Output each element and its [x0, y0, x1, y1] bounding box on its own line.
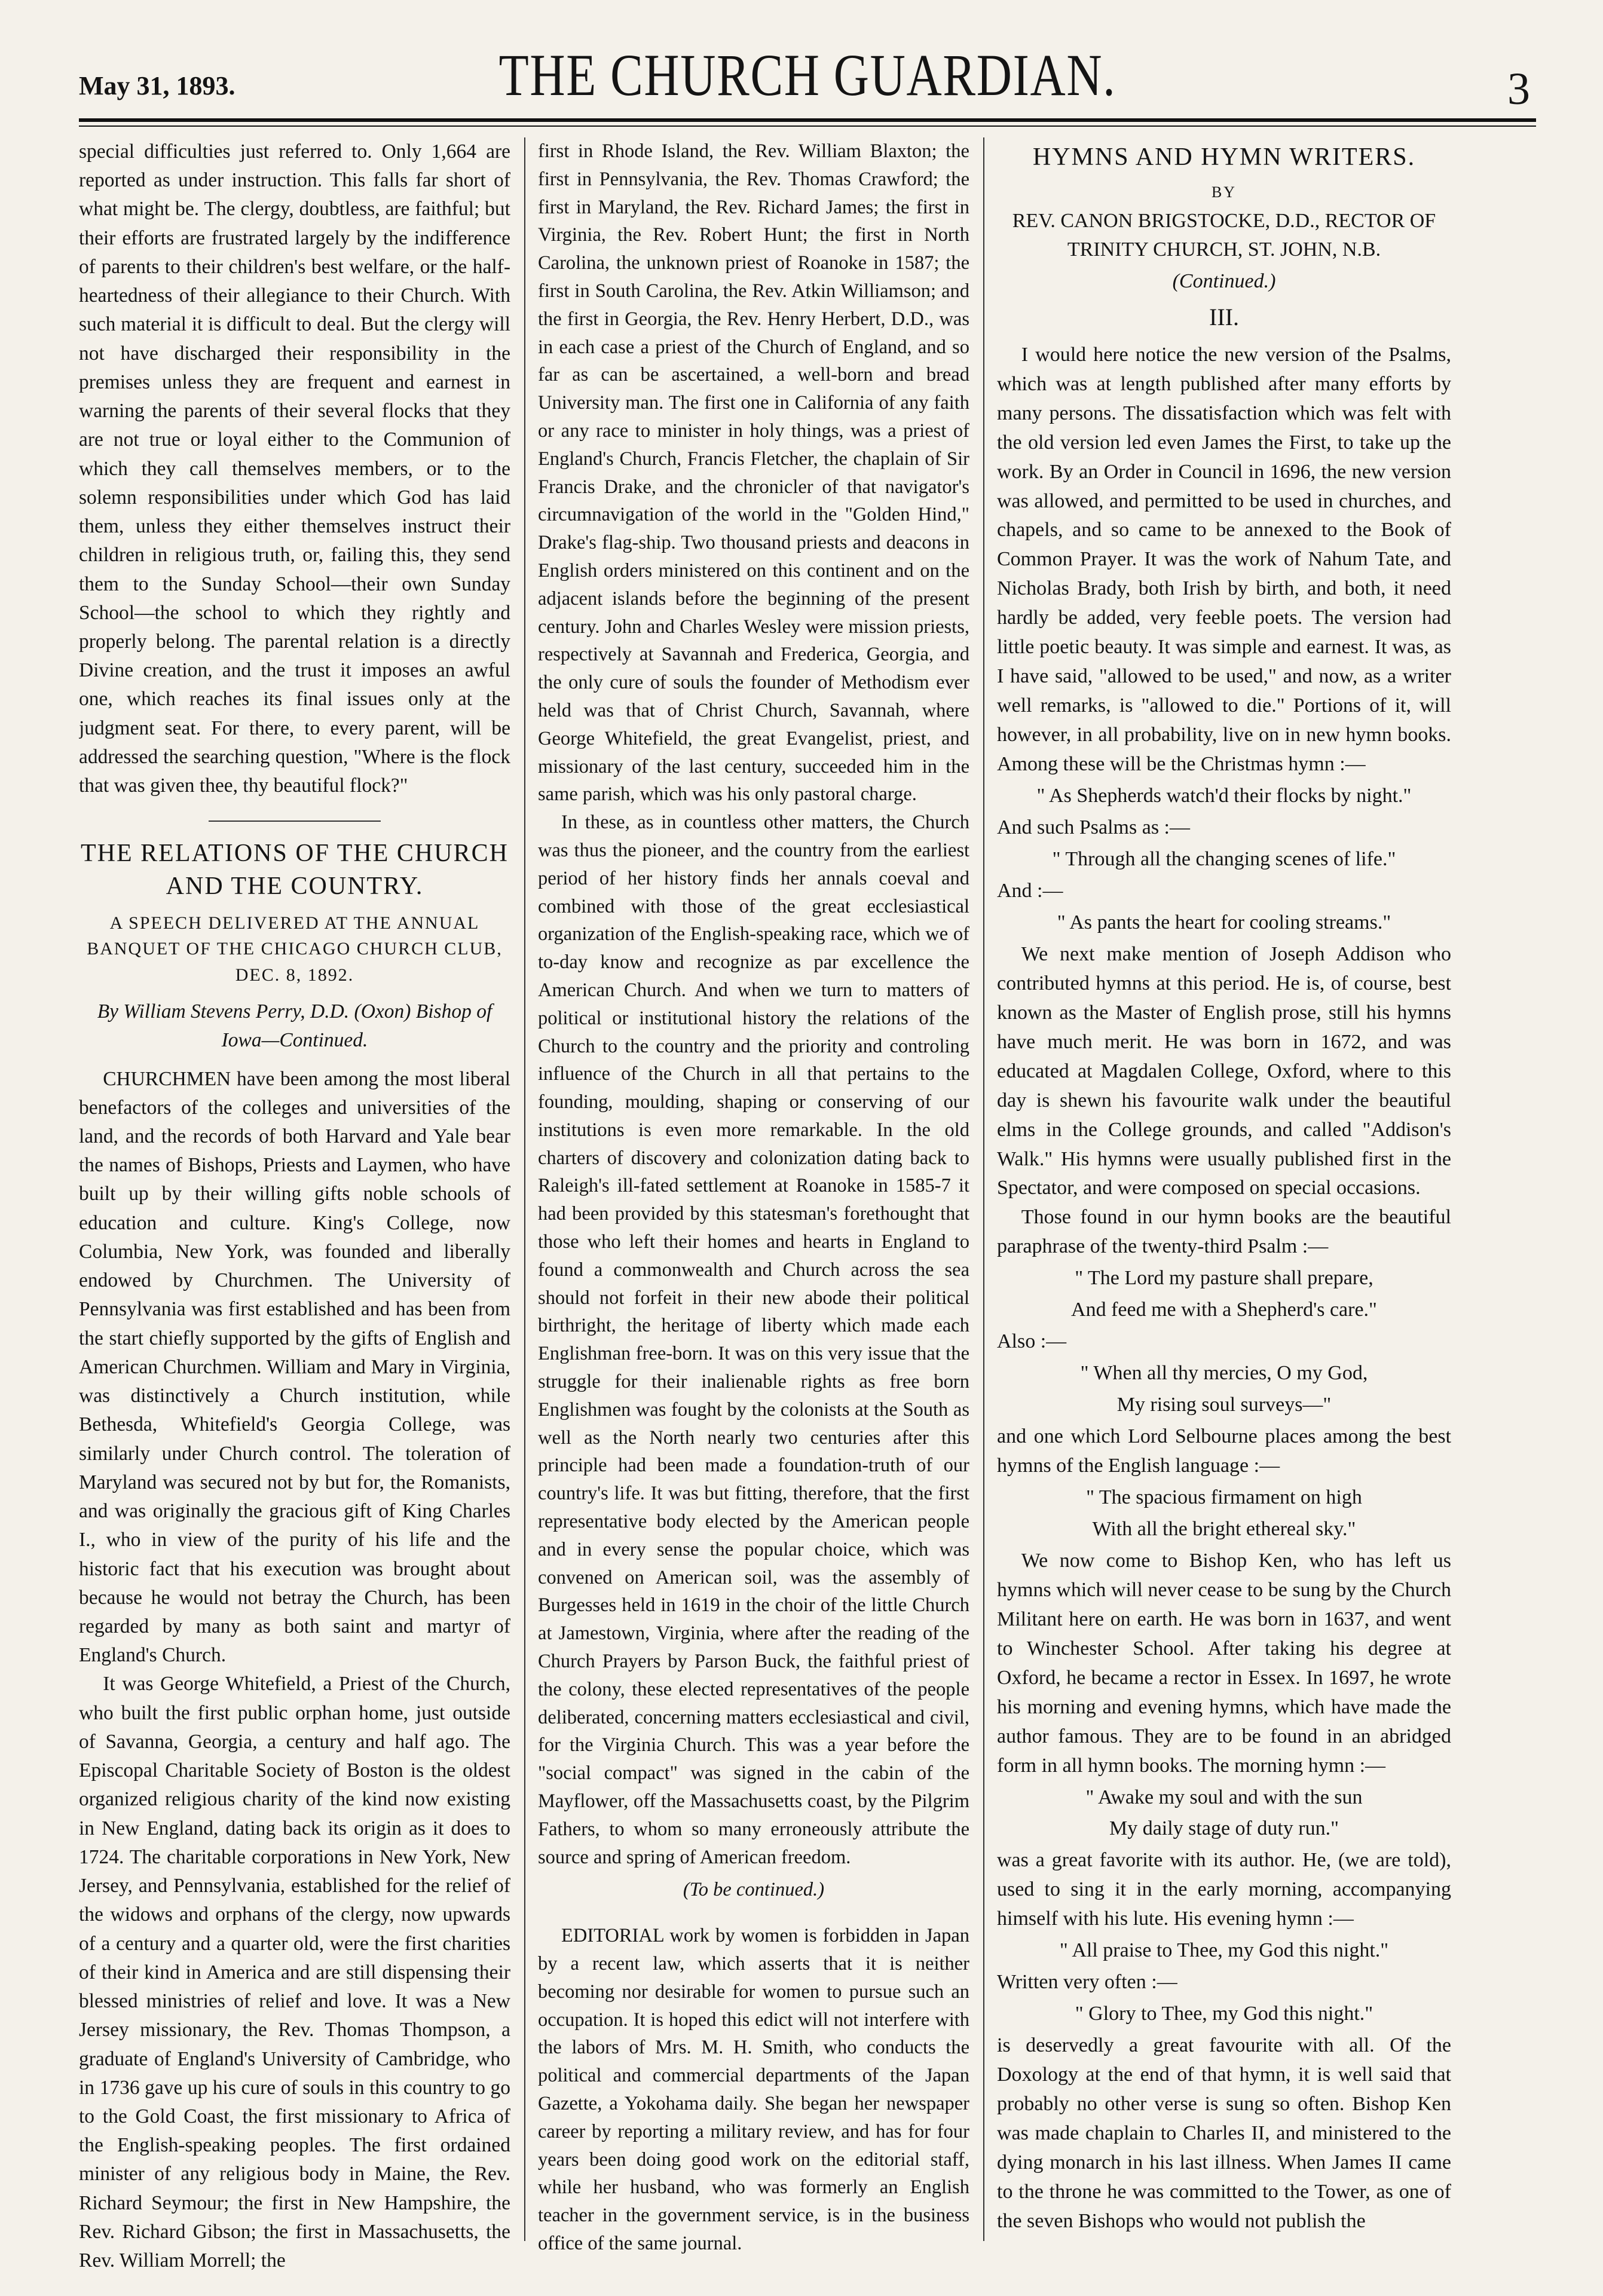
- hymn-verse: " When all thy mercies, O my God,: [1080, 1362, 1368, 1385]
- column-3: [997, 137, 1451, 2277]
- article-byline: By William Stevens Perry, D.D. (Oxon) Bishop of Iowa—Continued.: [97, 1000, 492, 1052]
- article-separator: [209, 821, 381, 822]
- hymn-verse: " As Shepherds watch'd their flocks by night.": [1036, 785, 1412, 807]
- hymn-verse: My rising soul surveys—": [1116, 1394, 1332, 1416]
- hymn-verse: " All praise to Thee, my God this night.": [1059, 1939, 1389, 1962]
- article-paragraph: In these, as in countless other matters, the Church was thus the pioneer, and the country from the earliest period of her history finds her annals coeval and combined with those of the great ecclesiastical organization of the English-speaking race, which we of to-day know and recognize as par excellence the American Church. And when we turn to matters of political or institutional history the relations of the Church to the country and the priority and controling influence of the Church in all that pertains to the founding, moulding, shaping or conserving of our institutions is even more remarkable. In the old charters of discovery and colonization dating back to Raleigh's ill-fated settlement at Roanoke in 1585-7 it had been provided by this statesman's forethought that those who left their homes and hearts in England to found a commonwealth and Church across the sea should not forfeit in their new abode their political birthright, the heritage of liberty which made each Englishman free-born. It was on this very issue that the struggle for their inalienable rights as free born Englishmen was fought by the colonists at the South as well as the North nearly two centuries after this principle had been made a foundation-truth of our country's life. It was but fitting, therefore, that the first representative body elected by the American people and in every sense the popular choice, which was convened on American soil, was the assembly of Burgesses held in 1619 in the choir of the little Church at Jamestown, Virginia, where after the reading of the Church Prayers by Parson Buck, the faithful priest of the colony, these elected representatives of the people deliberated, concerning matters ecclesiastical and civil, for the Virginia Church. This was a year before the "social compact" was signed in the cabin of the Mayflower, off the Massachusetts coast, by the Pilgrim Fathers, to whom so many erroneously attribute the source and spring of American freedom.: [538, 812, 969, 1868]
- article-paragraph: We now come to Bishop Ken, who has left us hymns which will never cease to be sung by the Church Militant here on earth. He was born in 1637, and went to Winchester School. After taking his degree at Oxford, he became a rector in Essex. In 1697, he wrote his morning and evening hymns, which have made the author famous. They are to be found in an abridged form in all hymn books. The morning hymn :—: [997, 1549, 1451, 1777]
- article-heading: THE RELATIONS OF THE CHURCH AND THE COUNTRY.: [81, 840, 509, 900]
- text-line: and one which Lord Selbourne places among the best hymns of the English language :—: [997, 1425, 1451, 1477]
- hymn-verse: " As pants the heart for cooling streams.": [1057, 911, 1391, 933]
- masthead-rule-thick: [79, 118, 1536, 122]
- hymn-verse: " Glory to Thee, my God this night.": [1075, 2003, 1373, 2025]
- hymn-verse: My daily stage of duty run.": [1109, 1817, 1339, 1840]
- by-line-label: BY: [1211, 183, 1237, 201]
- article-subheading: A SPEECH DELIVERED AT THE ANNUAL BANQUET OF THE CHICAGO CHURCH CLUB, DEC. 8, 1892.: [87, 913, 503, 985]
- text-line: Also :—: [997, 1330, 1067, 1353]
- to-be-continued: (To be continued.): [683, 1879, 825, 1901]
- issue-date: May 31, 1893.: [79, 71, 235, 100]
- masthead: [79, 17, 1536, 124]
- masthead-rule-thin: [79, 125, 1536, 127]
- text-line: And :—: [997, 879, 1063, 902]
- hymn-verse: " The Lord my pasture shall prepare,: [1075, 1267, 1373, 1290]
- hymn-verse: " The spacious firmament on high: [1086, 1486, 1362, 1508]
- hymn-verse: With all the bright ethereal sky.": [1092, 1517, 1356, 1540]
- column-divider: [524, 137, 525, 2241]
- article-paragraph: first in Rhode Island, the Rev. William Blaxton; the first in Pennsylvania, the Rev. Thomas Crawford; the first in Maryland, the Rev. Richard James; the first in Virginia, the Rev. Robert Hunt; the first in North Carolina, the unknown priest of Roanoke in 1587; the first in South Carolina, the Rev. Atkin Williamson; and the first in Georgia, the Rev. Henry Herbert, D.D., was in each case a priest of the Church of England, and so far as can be ascertained, a well-born and bread University man. The first one in California of any faith or any race to minister in holy things, was a priest of England's Church, Francis Fletcher, the chaplain of Sir Francis Drake, and the chronicler of that navigator's circumnavigation of the world in the "Golden Hind," Drake's flag-ship. Two thousand priests and deacons in English orders ministered on this continent and on the adjacent islands before the beginning of the present century. John and Charles Wesley were mission priests, respectively at Savannah and Frederica, Georgia, and the only cure of souls the founder of Methodism ever held was that of Christ Church, Savannah, where George Whitefield, the great Evangelist, priest, and missionary of the last century, succeeded him in the same parish, which was his only pastoral charge.: [538, 140, 969, 806]
- page-number: 3: [1507, 64, 1530, 114]
- article-paragraph: special difficulties just referred to. Only 1,664 are reported as under instruction. This falls far short of what might be. The clergy, doubtless, are faithful; but their efforts are frustrated largely by the indifference of parents to their children's best welfare, or the half-heartedness of their allegiance to their Church. With such material it is difficult to deal. But the clergy will not have discharged their responsibility in the premises unless they are frequent and earnest in warning the parents of their several flocks that they are not true or loyal either to the Communion of which they call themselves members, or to the solemn responsibilities under which God has laid them, unless they either themselves instruct their children in religious truth, or, failing this, they send them to the Sunday School—their own Sunday School—the school to which they rightly and properly belong. The parental relation is a directly Divine creation, and the trust it imposes an awful one, which reaches its final issues only at the judgment seat. For there, to every parent, will be addressed the searching question, "Where is the flock that was given thee, thy beautiful flock?": [79, 140, 510, 797]
- article-paragraph: I would here notice the new version of the Psalms, which was at length published after many efforts by many persons. The dissatisfaction which was felt with the old version led even James the First, to take up the work. By an Order in Council in 1696, the new version was allowed, and permitted to be used in churches, and chapels, and so came to be annexed to the Book of Common Prayer. It was the work of Nahum Tate, and Nicholas Brady, both Irish by birth, and both, it need hardly be added, very feeble poets. The version had little poetic beauty. It was simple and earnest. It was, as I have said, "allowed to be used," and now, as a writer well remarks, is "allowed to die." Portions of it, will however, in all probability, live on in new hymn books. Among these will be the Christmas hymn :—: [997, 343, 1451, 776]
- article-paragraph: It was George Whitefield, a Priest of the Church, who built the first public orphan home, just outside of Savanna, Georgia, a century and half ago. The Episcopal Charitable Society of Boston is the oldest organized religious charity of the kind now existing in New England, dating back its origin as it does to 1724. The charitable corporations in New York, New Jersey, and Pennsylvania, established for the relief of the widows and orphans of the clergy, now upwards of a century and a quarter old, were the first charities of their kind in America and are still dispensing their blessed ministries of relief and love. It was a New Jersey missionary, the Rev. Thomas Thompson, a graduate of England's University of Cambridge, who in 1736 gave up his cure of souls in this country to go to the Gold Coast, the first missionary to Africa of the English-speaking peoples. The first ordained minister of any religious body in Maine, the Rev. Richard Seymour; the first in New Hampshire, the Rev. Richard Gibson; the first in Massachusetts, the Rev. William Morrell; the: [79, 1673, 510, 2272]
- hymn-verse: " Awake my soul and with the sun: [1085, 1786, 1363, 1808]
- text-line: was a great favorite with its author. He, (we are told), used to sing it in the early morning, accompanying himself with his lute. His evening hymn :—: [997, 1849, 1451, 1930]
- article-paragraph: CHURCHMEN have been among the most liberal benefactors of the colleges and universities of the land, and the records of both Harvard and Yale bear the names of Bishops, Priests and Laymen, who have built up by their willing gifts noble schools of education and culture. King's College, now Columbia, New York, was founded and liberally endowed by Churchmen. The University of Pennsylvania was first established and has been from the start chiefly supported by the gifts of English and American Churchmen. William and Mary in Virginia, was distinctively a Church institution, while Bethesda, Whitefield's Georgia College, was similarly under Church control. The toleration of Maryland was secured not by but for, the Romanists, and was originally the gracious gift of King Charles I., who in view of the purity of his life and the historic fact that his execution was brought about because he would not betray the Church, has been regarded by many as both saint and martyr of England's Church.: [79, 1067, 510, 1667]
- text-line: Written very often :—: [997, 1971, 1177, 1994]
- hymn-verse: And feed me with a Shepherd's care.": [1071, 1299, 1377, 1321]
- article-paragraph: EDITORIAL work by women is forbidden in Japan by a recent law, which asserts that it is neither becoming nor desirable for women to pursue such an occupation. It is hoped this edict will not interfere with the labors of Mrs. M. H. Smith, who conducts the political and commercial departments of the Japan Gazette, a Yokohama daily. She began her newspaper career by reporting a military review, and has for four years been doing good work on the editorial staff, while her husband, who was formerly an English teacher in the government service, is in the business office of the same journal.: [538, 1925, 969, 2254]
- article-paragraph: is deservedly a great favourite with all. Of the Doxology at the end of that hymn, it is well said that probably no other verse is sung so often. Bishop Ken was made chaplain to Charles II, and ministered to the dying monarch in his last illness. When James II came to the throne he was committed to the Tower, as one of the seven Bishops who would not publish the: [997, 2034, 1451, 2232]
- hymn-verse: " Through all the changing scenes of life.": [1052, 847, 1396, 870]
- column-1: [79, 137, 510, 2277]
- article-paragraph: Those found in our hymn books are the beautiful paraphrase of the twenty-third Psalm :—: [997, 1206, 1451, 1258]
- continued-note: (Continued.): [1172, 270, 1276, 293]
- section-number: III.: [1209, 304, 1239, 331]
- newspaper-title: THE CHURCH GUARDIAN.: [498, 42, 1116, 108]
- column-2: [538, 137, 969, 2277]
- article-author: REV. CANON BRIGSTOCKE, D.D., RECTOR OF TRINITY CHURCH, ST. JOHN, N.B.: [1012, 210, 1436, 261]
- article-paragraph: We next make mention of Joseph Addison who contributed hymns at this period. He is, of course, best known as the Master of English prose, still his hymns have much merit. He was born in 1672, and was educated at Magdalen College, Oxford, where to this day is shewn his favourite walk under the beautiful elms in the College grounds, and called "Addison's Walk." His hymns were usually published first in the Spectator, and were composed on special occasions.: [997, 942, 1451, 1199]
- article-heading: HYMNS AND HYMN WRITERS.: [1032, 143, 1416, 171]
- column-divider: [983, 137, 984, 2241]
- text-line: And such Psalms as :—: [997, 816, 1190, 839]
